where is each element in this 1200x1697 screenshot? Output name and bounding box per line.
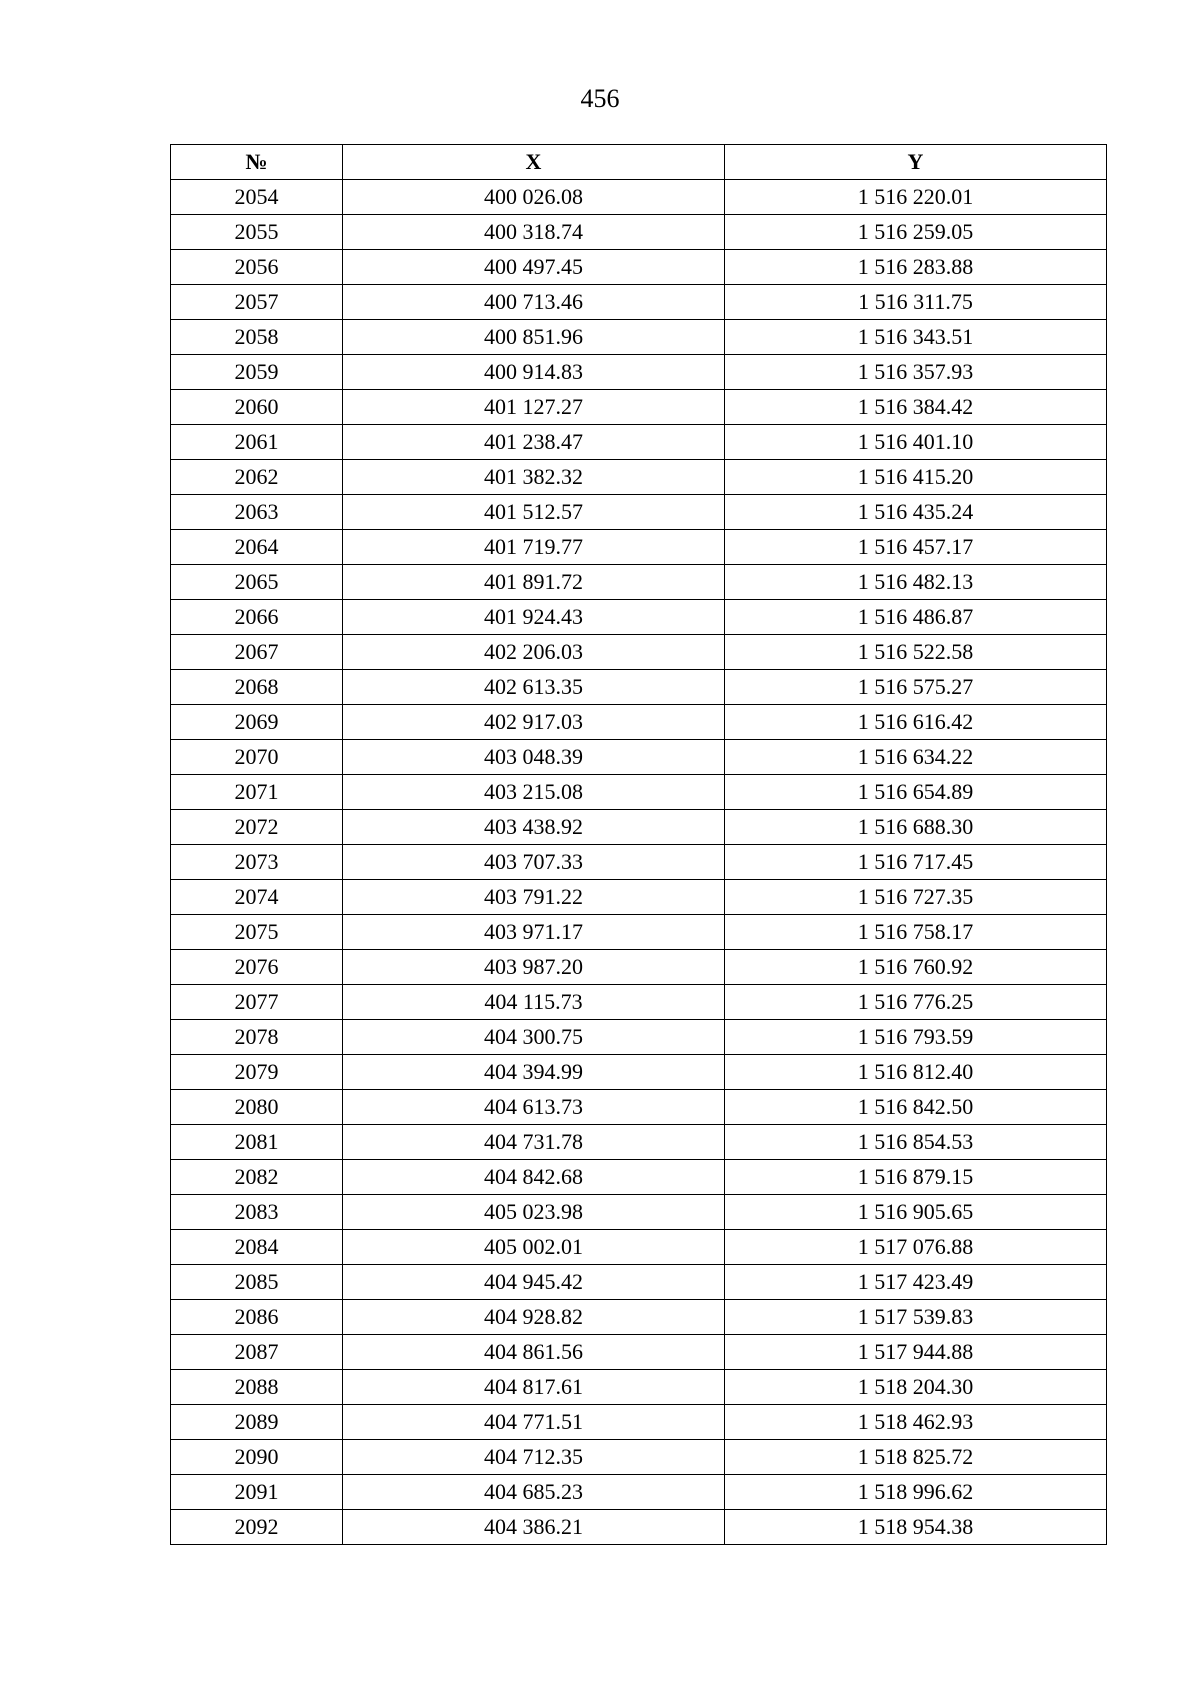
cell-x: 401 512.57: [343, 495, 725, 530]
cell-y: 1 516 616.42: [725, 705, 1107, 740]
table-row: [171, 1370, 1107, 1405]
cell-number: 2092: [171, 1510, 343, 1545]
table-row: [171, 1160, 1107, 1195]
cell-number: 2069: [171, 705, 343, 740]
page-number: 456: [580, 84, 620, 113]
cell-y: 1 516 343.51: [725, 320, 1107, 355]
cell-number: 2078: [171, 1020, 343, 1055]
cell-x: 404 731.78: [343, 1125, 725, 1160]
cell-x: 403 707.33: [343, 845, 725, 880]
cell-y: 1 516 415.20: [725, 460, 1107, 495]
table-row: [171, 180, 1107, 215]
cell-y: 1 516 905.65: [725, 1195, 1107, 1230]
table-row: [171, 285, 1107, 320]
table-row: [171, 810, 1107, 845]
cell-x: 402 613.35: [343, 670, 725, 705]
cell-y: 1 517 539.83: [725, 1300, 1107, 1335]
cell-number: 2076: [171, 950, 343, 985]
table-header: [171, 145, 1107, 180]
cell-y: 1 518 954.38: [725, 1510, 1107, 1545]
cell-x: 404 394.99: [343, 1055, 725, 1090]
table-row: [171, 775, 1107, 810]
cell-y: 1 516 522.58: [725, 635, 1107, 670]
cell-y: 1 516 486.87: [725, 600, 1107, 635]
cell-number: 2082: [171, 1160, 343, 1195]
cell-x: 400 318.74: [343, 215, 725, 250]
table-row: [171, 1510, 1107, 1545]
cell-x: 400 914.83: [343, 355, 725, 390]
cell-number: 2084: [171, 1230, 343, 1265]
cell-number: 2060: [171, 390, 343, 425]
cell-y: 1 518 204.30: [725, 1370, 1107, 1405]
table-row: [171, 215, 1107, 250]
cell-x: 402 206.03: [343, 635, 725, 670]
cell-y: 1 518 462.93: [725, 1405, 1107, 1440]
cell-number: 2077: [171, 985, 343, 1020]
table-row: [171, 915, 1107, 950]
table-row: [171, 880, 1107, 915]
cell-x: 404 861.56: [343, 1335, 725, 1370]
cell-number: 2062: [171, 460, 343, 495]
cell-x: 401 382.32: [343, 460, 725, 495]
cell-x: 404 771.51: [343, 1405, 725, 1440]
cell-y: 1 516 727.35: [725, 880, 1107, 915]
cell-y: 1 516 384.42: [725, 390, 1107, 425]
table-row: [171, 740, 1107, 775]
cell-x: 401 891.72: [343, 565, 725, 600]
cell-number: 2057: [171, 285, 343, 320]
table-row: [171, 1335, 1107, 1370]
cell-y: 1 516 311.75: [725, 285, 1107, 320]
cell-y: 1 518 996.62: [725, 1475, 1107, 1510]
cell-x: 404 712.35: [343, 1440, 725, 1475]
header-y: Y: [725, 145, 1107, 180]
table-row: [171, 635, 1107, 670]
cell-number: 2074: [171, 880, 343, 915]
cell-x: 404 842.68: [343, 1160, 725, 1195]
table-row: [171, 1090, 1107, 1125]
cell-y: 1 516 842.50: [725, 1090, 1107, 1125]
cell-number: 2066: [171, 600, 343, 635]
cell-y: 1 516 259.05: [725, 215, 1107, 250]
table-row: [171, 670, 1107, 705]
cell-y: 1 517 076.88: [725, 1230, 1107, 1265]
cell-y: 1 516 482.13: [725, 565, 1107, 600]
header-x: X: [343, 145, 725, 180]
cell-number: 2054: [171, 180, 343, 215]
table-row: [171, 390, 1107, 425]
cell-number: 2063: [171, 495, 343, 530]
cell-y: 1 516 457.17: [725, 530, 1107, 565]
cell-x: 404 817.61: [343, 1370, 725, 1405]
table-row: [171, 1405, 1107, 1440]
cell-number: 2079: [171, 1055, 343, 1090]
cell-y: 1 516 575.27: [725, 670, 1107, 705]
cell-x: 405 002.01: [343, 1230, 725, 1265]
cell-number: 2086: [171, 1300, 343, 1335]
table-row: [171, 530, 1107, 565]
cell-x: 405 023.98: [343, 1195, 725, 1230]
cell-number: 2070: [171, 740, 343, 775]
table-row: [171, 250, 1107, 285]
cell-number: 2080: [171, 1090, 343, 1125]
cell-y: 1 518 825.72: [725, 1440, 1107, 1475]
cell-y: 1 516 654.89: [725, 775, 1107, 810]
table-row: [171, 950, 1107, 985]
cell-x: 403 971.17: [343, 915, 725, 950]
cell-x: 401 238.47: [343, 425, 725, 460]
cell-y: 1 516 688.30: [725, 810, 1107, 845]
cell-x: 400 851.96: [343, 320, 725, 355]
cell-number: 2068: [171, 670, 343, 705]
cell-y: 1 516 776.25: [725, 985, 1107, 1020]
cell-y: 1 516 283.88: [725, 250, 1107, 285]
cell-y: 1 516 793.59: [725, 1020, 1107, 1055]
cell-y: 1 516 879.15: [725, 1160, 1107, 1195]
header-row: [171, 145, 1107, 180]
cell-y: 1 517 423.49: [725, 1265, 1107, 1300]
table-row: [171, 1125, 1107, 1160]
cell-number: 2056: [171, 250, 343, 285]
cell-y: 1 516 357.93: [725, 355, 1107, 390]
cell-number: 2090: [171, 1440, 343, 1475]
cell-x: 400 713.46: [343, 285, 725, 320]
cell-y: 1 516 812.40: [725, 1055, 1107, 1090]
cell-x: 400 497.45: [343, 250, 725, 285]
cell-number: 2072: [171, 810, 343, 845]
cell-number: 2055: [171, 215, 343, 250]
table-row: [171, 985, 1107, 1020]
cell-x: 401 924.43: [343, 600, 725, 635]
cell-number: 2085: [171, 1265, 343, 1300]
header-number: №: [171, 145, 343, 180]
cell-x: 400 026.08: [343, 180, 725, 215]
table-row: [171, 425, 1107, 460]
cell-x: 404 115.73: [343, 985, 725, 1020]
table-row: [171, 355, 1107, 390]
table-row: [171, 1300, 1107, 1335]
table-row: [171, 565, 1107, 600]
cell-number: 2064: [171, 530, 343, 565]
cell-number: 2058: [171, 320, 343, 355]
cell-y: 1 516 717.45: [725, 845, 1107, 880]
cell-x: 403 215.08: [343, 775, 725, 810]
cell-number: 2083: [171, 1195, 343, 1230]
table-row: [171, 845, 1107, 880]
cell-x: 404 685.23: [343, 1475, 725, 1510]
table-row: [171, 460, 1107, 495]
cell-number: 2059: [171, 355, 343, 390]
cell-x: 401 719.77: [343, 530, 725, 565]
table-row: [171, 1265, 1107, 1300]
table-row: [171, 1475, 1107, 1510]
cell-number: 2087: [171, 1335, 343, 1370]
table-row: [171, 1020, 1107, 1055]
cell-x: 403 791.22: [343, 880, 725, 915]
table-row: [171, 1440, 1107, 1475]
cell-y: 1 516 401.10: [725, 425, 1107, 460]
coordinates-table: [170, 144, 1107, 1545]
table-row: [171, 1195, 1107, 1230]
cell-number: 2089: [171, 1405, 343, 1440]
cell-number: 2071: [171, 775, 343, 810]
cell-x: 404 945.42: [343, 1265, 725, 1300]
table-body: [171, 180, 1107, 1545]
cell-x: 401 127.27: [343, 390, 725, 425]
cell-x: 403 048.39: [343, 740, 725, 775]
cell-x: 404 386.21: [343, 1510, 725, 1545]
cell-y: 1 516 220.01: [725, 180, 1107, 215]
cell-x: 403 438.92: [343, 810, 725, 845]
table-row: [171, 600, 1107, 635]
cell-number: 2081: [171, 1125, 343, 1160]
table-row: [171, 495, 1107, 530]
cell-x: 404 928.82: [343, 1300, 725, 1335]
table-row: [171, 1230, 1107, 1265]
cell-number: 2088: [171, 1370, 343, 1405]
cell-x: 402 917.03: [343, 705, 725, 740]
cell-number: 2061: [171, 425, 343, 460]
cell-number: 2075: [171, 915, 343, 950]
cell-x: 403 987.20: [343, 950, 725, 985]
cell-x: 404 613.73: [343, 1090, 725, 1125]
cell-x: 404 300.75: [343, 1020, 725, 1055]
cell-number: 2067: [171, 635, 343, 670]
table-row: [171, 1055, 1107, 1090]
table-row: [171, 320, 1107, 355]
table-row: [171, 705, 1107, 740]
cell-number: 2091: [171, 1475, 343, 1510]
cell-y: 1 517 944.88: [725, 1335, 1107, 1370]
cell-y: 1 516 435.24: [725, 495, 1107, 530]
cell-number: 2073: [171, 845, 343, 880]
cell-number: 2065: [171, 565, 343, 600]
cell-y: 1 516 758.17: [725, 915, 1107, 950]
cell-y: 1 516 854.53: [725, 1125, 1107, 1160]
cell-y: 1 516 760.92: [725, 950, 1107, 985]
cell-y: 1 516 634.22: [725, 740, 1107, 775]
